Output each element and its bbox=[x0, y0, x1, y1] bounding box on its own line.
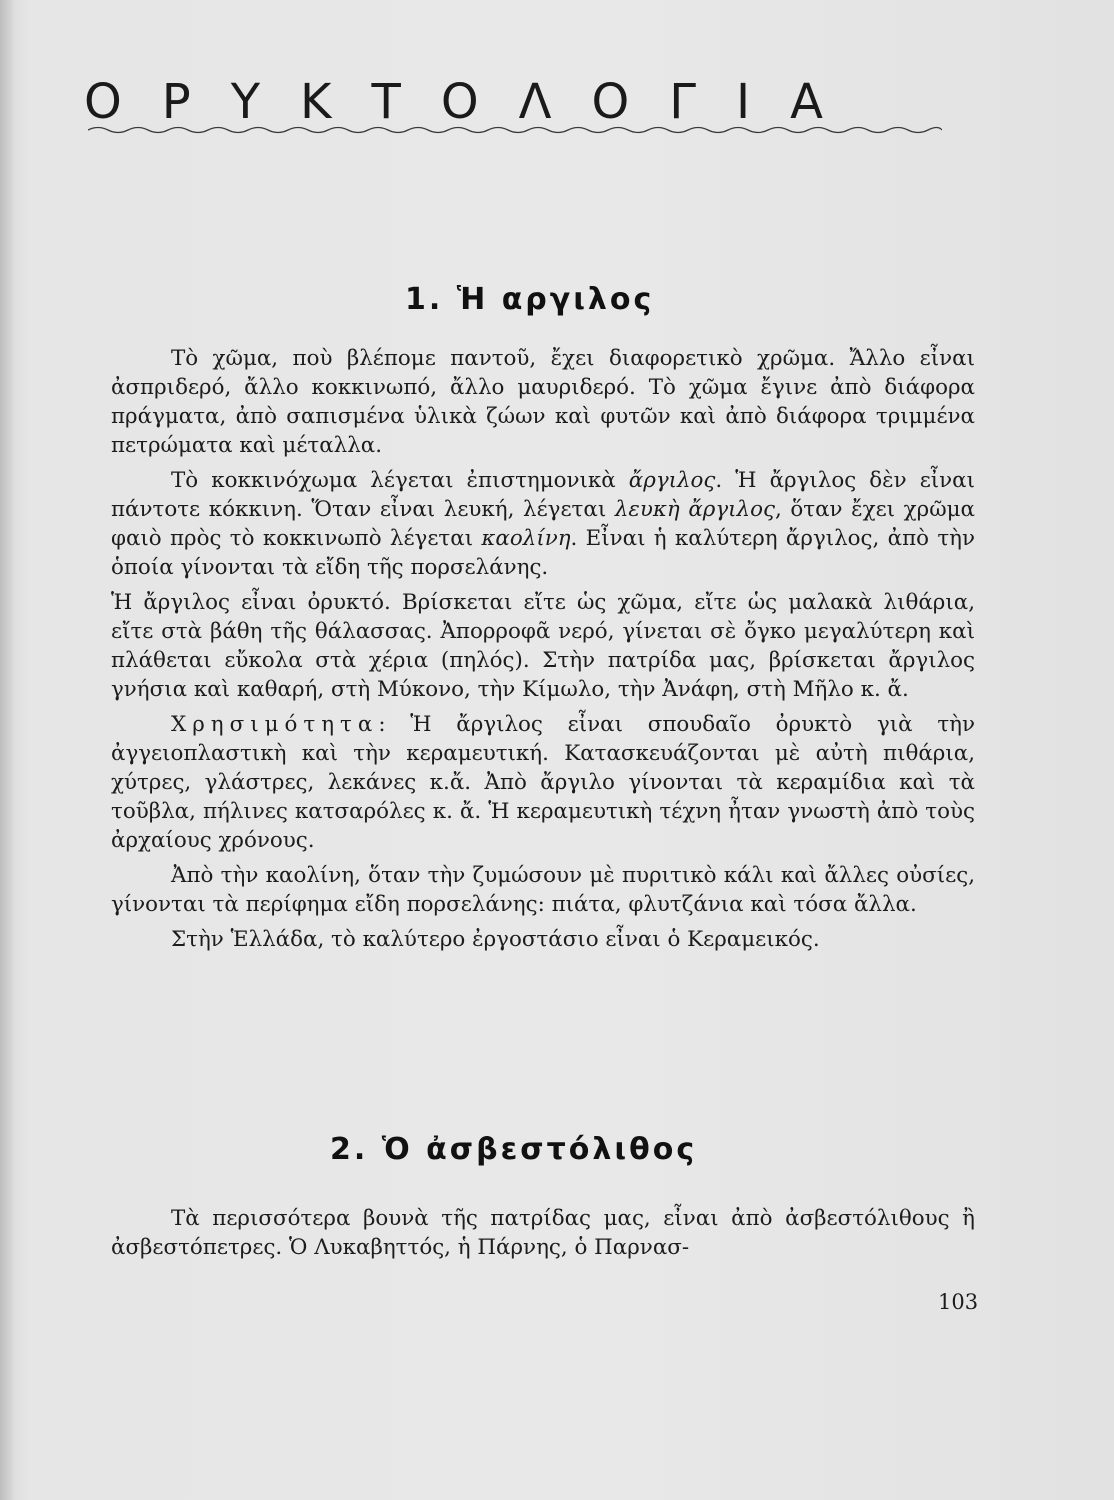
section-heading-limestone: 2. Ὁ ἀσβεστόλιθος bbox=[330, 1132, 698, 1167]
paragraph: Στὴν Ἑλλάδα, τὸ καλύτερο ἐργοστάσιο εἶναι ὁ Κεραμεικός. bbox=[171, 927, 820, 952]
section-body-limestone bbox=[111, 1204, 975, 1268]
term-italic: λευκὴ ἄργιλος bbox=[614, 497, 775, 522]
paragraph: Τὸ κοκκινόχωμα λέγεται ἐπιστημονικὰ ἄργιλος. Ἡ ἄργιλος δὲν εἶναι πάντοτε κόκκινη. Ὅταν εἶναι λευκή, λέγεται λευκὴ ἄργιλος, ὅταν ἔχει χρῶμα φαιὸ πρὸς τὸ κοκκινωπὸ λέγεται καολίνη. Εἶναι ἡ καλύτερη ἄργιλος, ἀπὸ τὴν ὁποία γίνονται τὰ εἴδη τῆς πορσελάνης. bbox=[111, 468, 976, 580]
running-title: ΟΡΥΚΤΟΛΟΓΙΑ bbox=[84, 74, 863, 130]
paragraph: Χρησιμότητα: Ἡ ἄργιλος εἶναι σπουδαῖο ὀρυκτὸ γιὰ τὴν ἀγγειοπλαστικὴ καὶ τὴν κεραμευτική. Κατασκευάζονται μὲ αὐτὴ πιθάρια, χύτρες, γλάστρες, λεκάνες κ.ἄ. Ἀπὸ ἄργιλο γίνονται τὰ κεραμίδια καὶ τὰ τοῦβλα, πήλινες κατσαρόλες κ. ἄ. Ἡ κεραμευτικὴ τέχνη ἦταν γνωστὴ ἀπὸ τοὺς ἀρχαίους χρόνους. bbox=[111, 712, 975, 853]
paragraph: Ἀπὸ τὴν καολίνη, ὅταν τὴν ζυμώσουν μὲ πυριτικὸ κάλι καὶ ἄλλες οὐσίες, γίνονται τὰ περίφημα εἴδη πορσελάνης: πιάτα, φλυτζάνια καὶ τόσα ἄλλα. bbox=[111, 863, 975, 917]
section-body-clay bbox=[111, 344, 975, 960]
page-spine-shadow bbox=[0, 0, 14, 1500]
term-italic: ἄργιλος bbox=[628, 468, 716, 493]
paragraph: Τὰ περισσότερα βουνὰ τῆς πατρίδας μας, εἶναι ἀπὸ ἀσβεστόλιθους ἢ ἀσβεστόπετρες. Ὁ Λυκαβηττός, ἡ Πάρνης, ὁ Παρνασ- bbox=[111, 1206, 975, 1260]
title-wavy-rule bbox=[88, 124, 942, 136]
term-italic: καολίνη bbox=[481, 526, 571, 551]
paragraph: Ἡ ἄργιλος εἶναι ὀρυκτό. Βρίσκεται εἴτε ὡς χῶμα, εἴτε ὡς μαλακὰ λιθάρια, εἴτε στὰ βάθη τῆς θάλασσας. Ἀπορροφᾶ νερό, γίνεται σὲ ὄγκο μεγαλύτερη καὶ πλάθεται εὔκολα στὰ χέρια (πηλός). Στὴν πατρίδα μας, βρίσκεται ἄργιλος γνήσια καὶ καθαρή, στὴ Μύκονο, τὴν Κίμωλο, τὴν Ἀνάφη, στὴ Μῆλο κ. ἄ. bbox=[111, 590, 975, 702]
section-heading-clay: 1. Ἡ αργιλος bbox=[405, 282, 655, 317]
usefulness-label: Χρησιμότητα bbox=[171, 712, 379, 737]
paragraph: Τὸ χῶμα, ποὺ βλέπομε παντοῦ, ἔχει διαφορετικὸ χρῶμα. Ἄλλο εἶναι ἀσπριδερό, ἄλλο κοκκινωπό, ἄλλο μαυριδερό. Τὸ χῶμα ἔγινε ἀπὸ διάφορα πράγματα, ἀπὸ σαπισμένα ὑλικὰ ζώων καὶ φυτῶν καὶ ἀπὸ διάφορα τριμμένα πετρώματα καὶ μέταλλα. bbox=[111, 346, 975, 458]
page-number: 103 bbox=[938, 1290, 979, 1314]
